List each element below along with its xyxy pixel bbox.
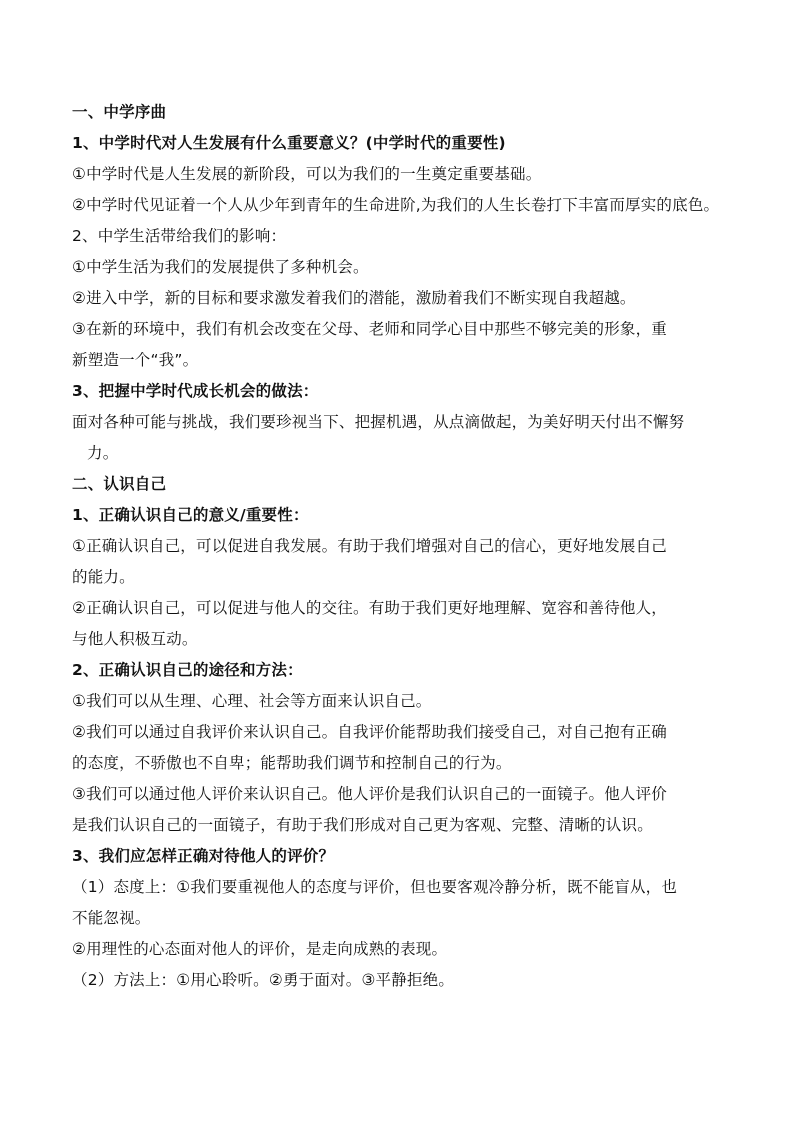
paragraph-line: 与他人积极互动。 bbox=[72, 630, 198, 648]
section-heading-2: 二、认识自己 bbox=[72, 475, 167, 493]
paragraph-line: ③我们可以通过他人评价来认识自己。他人评价是我们认识自己的一面镜子。他人评价 bbox=[72, 785, 667, 803]
question-title: 2、正确认识自己的途径和方法： bbox=[72, 661, 303, 679]
paragraph-line: 新塑造一个“我”。 bbox=[72, 351, 199, 369]
question-title: 3、我们应怎样正确对待他人的评价？ bbox=[72, 847, 335, 865]
paragraph-line: ②进入中学，新的目标和要求激发着我们的潜能，激励着我们不断实现自我超越。 bbox=[72, 289, 636, 307]
question-title: 3、把握中学时代成长机会的做法： bbox=[72, 382, 319, 400]
paragraph-line: 是我们认识自己的一面镜子，有助于我们形成对自己更为客观、完整、清晰的认识。 bbox=[72, 816, 653, 834]
paragraph-line: ①正确认识自己，可以促进自我发展。有助于我们增强对自己的信心，更好地发展自己 bbox=[72, 537, 667, 555]
paragraph-line: 不能忽视。 bbox=[72, 909, 151, 927]
section-heading-1: 一、中学序曲 bbox=[72, 103, 167, 121]
question-title: 1、中学时代对人生发展有什么重要意义？(中学时代的重要性) bbox=[72, 134, 506, 152]
paragraph-line: ②中学时代见证着一个人从少年到青年的生命进阶,为我们的人生长卷打下丰富而厚实的底色。 bbox=[72, 196, 720, 214]
paragraph-line: 的态度，不骄傲也不自卑；能帮助我们调节和控制自己的行为。 bbox=[72, 754, 512, 772]
paragraph-line: 面对各种可能与挑战，我们要珍视当下、把握机遇，从点滴做起，为美好明天付出不懈努 bbox=[72, 413, 685, 431]
paragraph-line: 力。 bbox=[87, 444, 119, 462]
paragraph-line: ①中学时代是人生发展的新阶段，可以为我们的一生奠定重要基础。 bbox=[72, 165, 542, 183]
paragraph-line: （2）方法上：①用心聆听。②勇于面对。③平静拒绝。 bbox=[72, 971, 455, 989]
paragraph-line: ②用理性的心态面对他人的评价，是走向成熟的表现。 bbox=[72, 940, 448, 958]
question-title: 2、中学生活带给我们的影响： bbox=[72, 227, 287, 245]
paragraph-line: ③在新的环境中，我们有机会改变在父母、老师和同学心目中那些不够完美的形象，重 bbox=[72, 320, 667, 338]
paragraph-line: （1）态度上：①我们要重视他人的态度与评价，但也要客观冷静分析，既不能盲从，也 bbox=[72, 878, 678, 896]
paragraph-line: 的能力。 bbox=[72, 568, 135, 586]
paragraph-line: ②我们可以通过自我评价来认识自己。自我评价能帮助我们接受自己，对自己抱有正确 bbox=[72, 723, 667, 741]
question-title: 1、正确认识自己的意义/重要性： bbox=[72, 506, 309, 524]
paragraph-line: ①中学生活为我们的发展提供了多种机会。 bbox=[72, 258, 369, 276]
paragraph-line: ①我们可以从生理、心理、社会等方面来认识自己。 bbox=[72, 692, 432, 710]
paragraph-line: ②正确认识自己，可以促进与他人的交往。有助于我们更好地理解、宽容和善待他人， bbox=[72, 599, 667, 617]
